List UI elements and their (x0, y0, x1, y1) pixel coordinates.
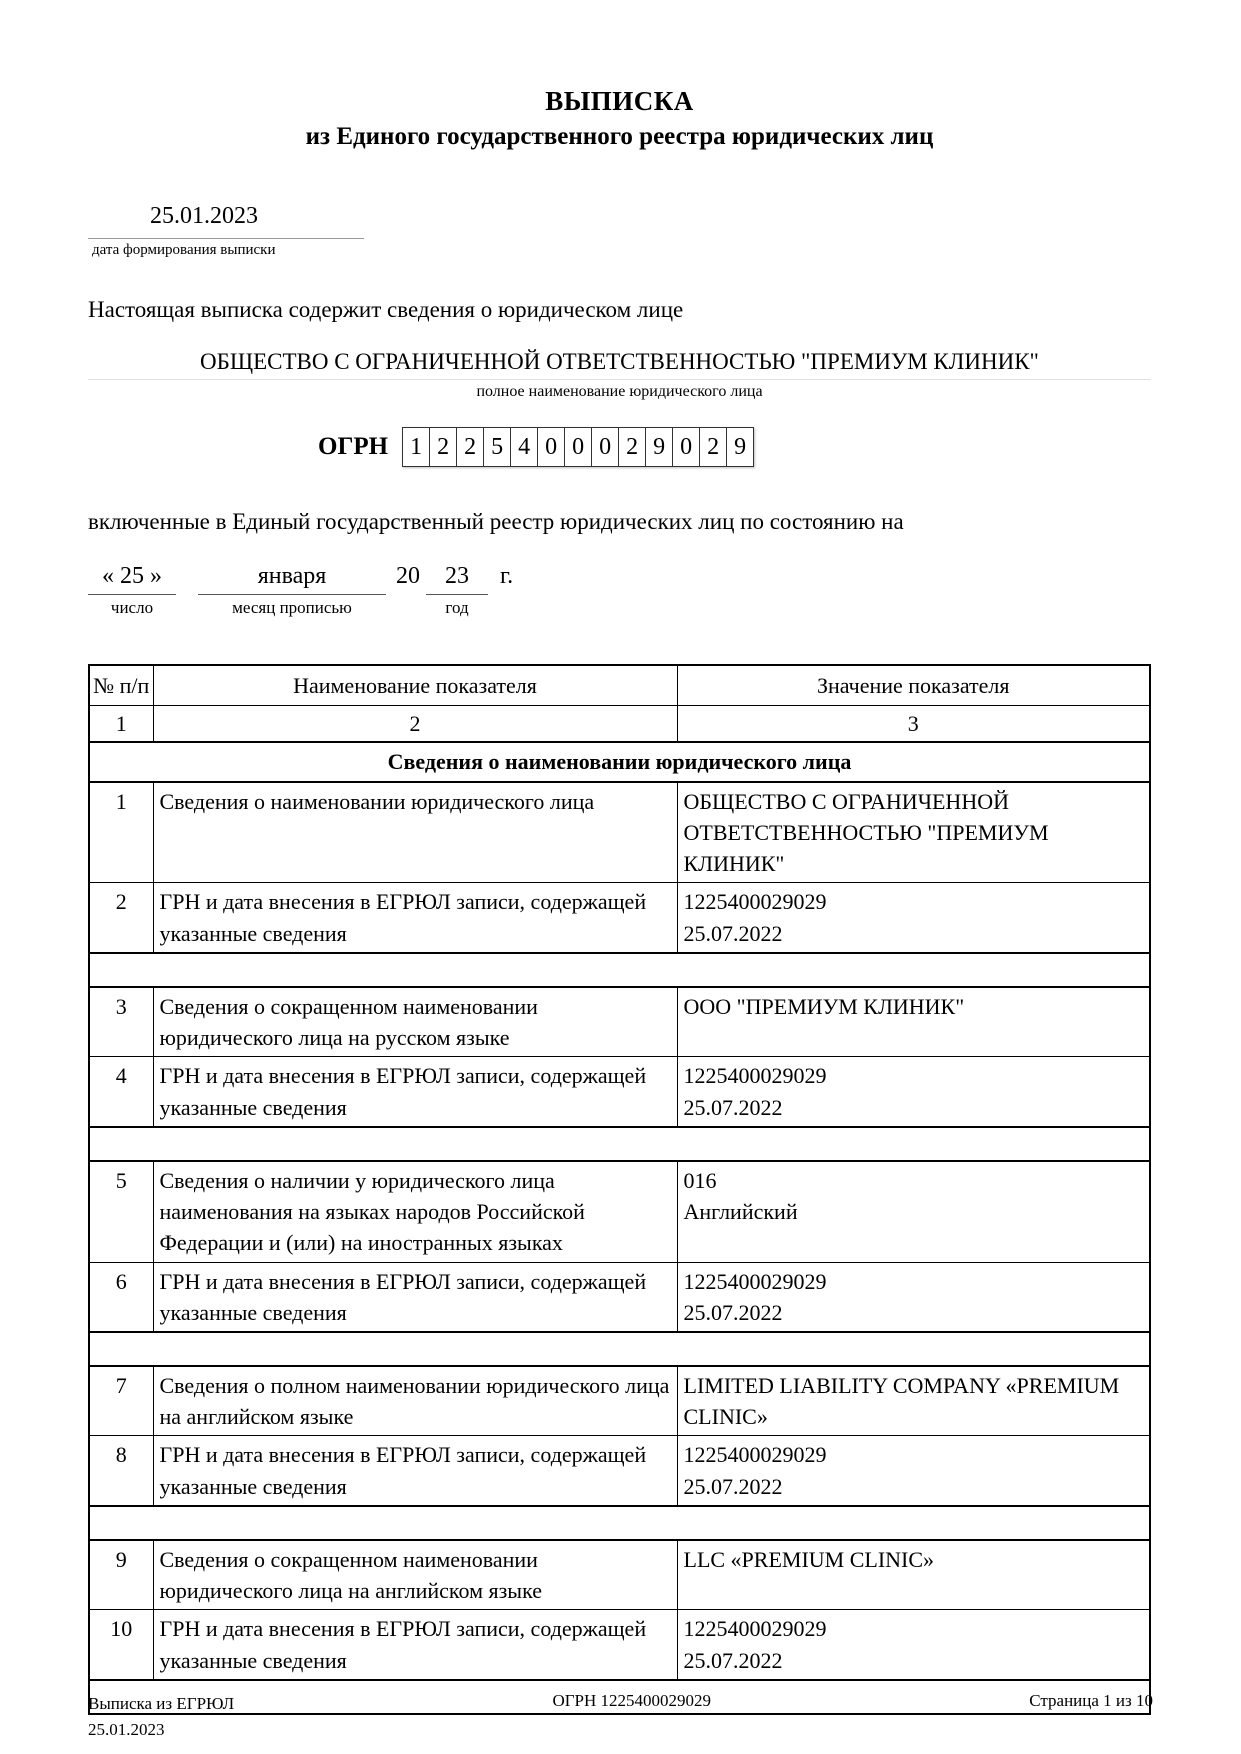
table-section-row (89, 742, 1150, 781)
formation-date-block (88, 203, 364, 259)
row-value-line: 1225400029029 (683, 1442, 827, 1468)
table-spacer-row (89, 1506, 1150, 1540)
page-footer (88, 1691, 1153, 1742)
row-name: Сведения о полном наименовании юридического лица на английском языке (153, 1366, 677, 1436)
row-number: 1 (89, 782, 153, 883)
row-name: Сведения о наличии у юридического лица наименования на языках народов Российской Федерации и (или) на иностранных языках (153, 1161, 677, 1262)
row-name: ГРН и дата внесения в ЕГРЮЛ записи, содержащей указанные сведения (153, 1262, 677, 1332)
ogrn-digit: 0 (564, 427, 592, 467)
row-number: 4 (89, 1057, 153, 1127)
ogrn-digit-boxes (402, 427, 754, 467)
row-name: Сведения о сокращенном наименовании юридического лица на английском языке (153, 1540, 677, 1610)
row-value-line: 1225400029029 (683, 889, 827, 915)
row-value-line: ОБЩЕСТВО С ОГРАНИЧЕННОЙ ОТВЕТСТВЕННОСТЬЮ "ПРЕМИУМ КЛИНИК" (683, 788, 1049, 877)
ogrn-digit: 2 (456, 427, 484, 467)
as-of-month-value: января (198, 563, 386, 595)
as-of-month-field (198, 563, 386, 618)
header-num: № п/п (89, 665, 153, 706)
footer-doc-type: Выписка из ЕГРЮЛ (88, 1694, 235, 1713)
row-value-line: 25.07.2022 (683, 920, 783, 946)
as-of-date-row (88, 563, 1151, 618)
as-of-year-value: 23 (426, 563, 488, 595)
table-row (89, 987, 1150, 1057)
company-full-name: ОБЩЕСТВО С ОГРАНИЧЕННОЙ ОТВЕТСТВЕННОСТЬЮ "ПРЕМИУМ КЛИНИК" (88, 349, 1151, 380)
row-value (677, 1057, 1150, 1127)
as-of-day-field (88, 563, 176, 618)
ogrn-digit: 9 (645, 427, 673, 467)
col-number: 3 (677, 706, 1150, 743)
formation-date-label: дата формирования выписки (92, 242, 276, 258)
table-row (89, 1262, 1150, 1332)
row-value-line: 25.07.2022 (683, 1299, 783, 1325)
ogrn-digit: 0 (672, 427, 700, 467)
ogrn-digit: 5 (483, 427, 511, 467)
row-value (677, 1366, 1150, 1436)
row-value-line: 1225400029029 (683, 1063, 827, 1089)
row-number: 5 (89, 1161, 153, 1262)
row-name: ГРН и дата внесения в ЕГРЮЛ записи, содержащей указанные сведения (153, 1610, 677, 1680)
footer-date: 25.01.2023 (88, 1719, 165, 1739)
as-of-year-field (426, 563, 488, 618)
header-name: Наименование показателя (153, 665, 677, 706)
row-number: 6 (89, 1262, 153, 1332)
table-row (89, 1161, 1150, 1262)
ogrn-digit: 1 (402, 427, 430, 467)
footer-ogrn: ОГРН 1225400029029 (552, 1691, 712, 1710)
ogrn-digit: 2 (699, 427, 727, 467)
included-text: включенные в Единый государственный реестр юридических лиц по состоянию на (88, 509, 904, 534)
as-of-day-label: число (110, 598, 154, 617)
formation-date-value: 25.01.2023 (88, 203, 364, 239)
ogrn-label: ОГРН (318, 433, 389, 460)
col-number: 1 (89, 706, 153, 743)
as-of-day-value: « 25 » (88, 563, 176, 595)
row-value-line: 25.07.2022 (683, 1473, 783, 1499)
row-value (677, 883, 1150, 953)
table-spacer-row (89, 1127, 1150, 1161)
table-column-numbers-row (89, 706, 1150, 743)
table-header-row (89, 665, 1150, 706)
row-name: ГРН и дата внесения в ЕГРЮЛ записи, содержащей указанные сведения (153, 1436, 677, 1506)
row-number: 7 (89, 1366, 153, 1436)
document-title: ВЫПИСКА (545, 86, 694, 116)
row-value-line: Английский (683, 1199, 798, 1225)
ogrn-digit: 9 (726, 427, 754, 467)
row-number: 9 (89, 1540, 153, 1610)
page-content (88, 0, 1151, 1715)
row-name: Сведения о сокращенном наименовании юридического лица на русском языке (153, 987, 677, 1057)
row-value-line: 1225400029029 (683, 1268, 827, 1294)
table-row (89, 1540, 1150, 1610)
table-row (89, 782, 1150, 883)
as-of-year-label: год (445, 598, 469, 617)
table-spacer-row (89, 953, 1150, 987)
row-name: Сведения о наименовании юридического лица (153, 782, 677, 883)
registry-table (88, 664, 1151, 1715)
table-row (89, 883, 1150, 953)
document-subtitle: из Единого государственного реестра юридических лиц (305, 123, 934, 150)
header-value: Значение показателя (677, 665, 1150, 706)
table-row (89, 1610, 1150, 1680)
company-name-caption: полное наименование юридического лица (476, 383, 763, 400)
footer-doc-info (88, 1691, 234, 1742)
as-of-year-suffix: г. (500, 563, 514, 589)
row-value-line: 016 (683, 1167, 717, 1193)
row-value (677, 987, 1150, 1057)
ogrn-digit: 0 (591, 427, 619, 467)
footer-page-number: Страница 1 из 10 (1029, 1691, 1153, 1710)
ogrn-digit: 2 (429, 427, 457, 467)
row-value (677, 1610, 1150, 1680)
table-row (89, 1436, 1150, 1506)
row-name: ГРН и дата внесения в ЕГРЮЛ записи, содержащей указанные сведения (153, 1057, 677, 1127)
row-number: 10 (89, 1610, 153, 1680)
row-value-line: 25.07.2022 (683, 1647, 783, 1673)
row-value (677, 1436, 1150, 1506)
section-title: Сведения о наименовании юридического лица (89, 742, 1150, 781)
ogrn-digit: 2 (618, 427, 646, 467)
ogrn-digit: 4 (510, 427, 538, 467)
row-value (677, 782, 1150, 883)
table-spacer-row (89, 1332, 1150, 1366)
row-name: ГРН и дата внесения в ЕГРЮЛ записи, содержащей указанные сведения (153, 883, 677, 953)
row-value (677, 1262, 1150, 1332)
ogrn-digit: 0 (537, 427, 565, 467)
row-number: 8 (89, 1436, 153, 1506)
row-number: 2 (89, 883, 153, 953)
table-row (89, 1057, 1150, 1127)
intro-text: Настоящая выписка содержит сведения о юридическом лице (88, 297, 684, 322)
ogrn-row (318, 427, 1151, 467)
row-number: 3 (89, 987, 153, 1057)
row-value (677, 1540, 1150, 1610)
as-of-century: 20 (396, 563, 420, 589)
row-value-line: 25.07.2022 (683, 1094, 783, 1120)
col-number: 2 (153, 706, 677, 743)
row-value-line: 1225400029029 (683, 1616, 827, 1642)
row-value-line: LIMITED LIABILITY COMPANY «PREMIUM CLINIC» (683, 1372, 1120, 1430)
row-value (677, 1161, 1150, 1262)
row-value-line: LLC «PREMIUM CLINIC» (683, 1546, 935, 1572)
table-row (89, 1366, 1150, 1436)
row-value-line: ООО "ПРЕМИУМ КЛИНИК" (683, 993, 965, 1019)
as-of-month-label: месяц прописью (232, 598, 352, 617)
